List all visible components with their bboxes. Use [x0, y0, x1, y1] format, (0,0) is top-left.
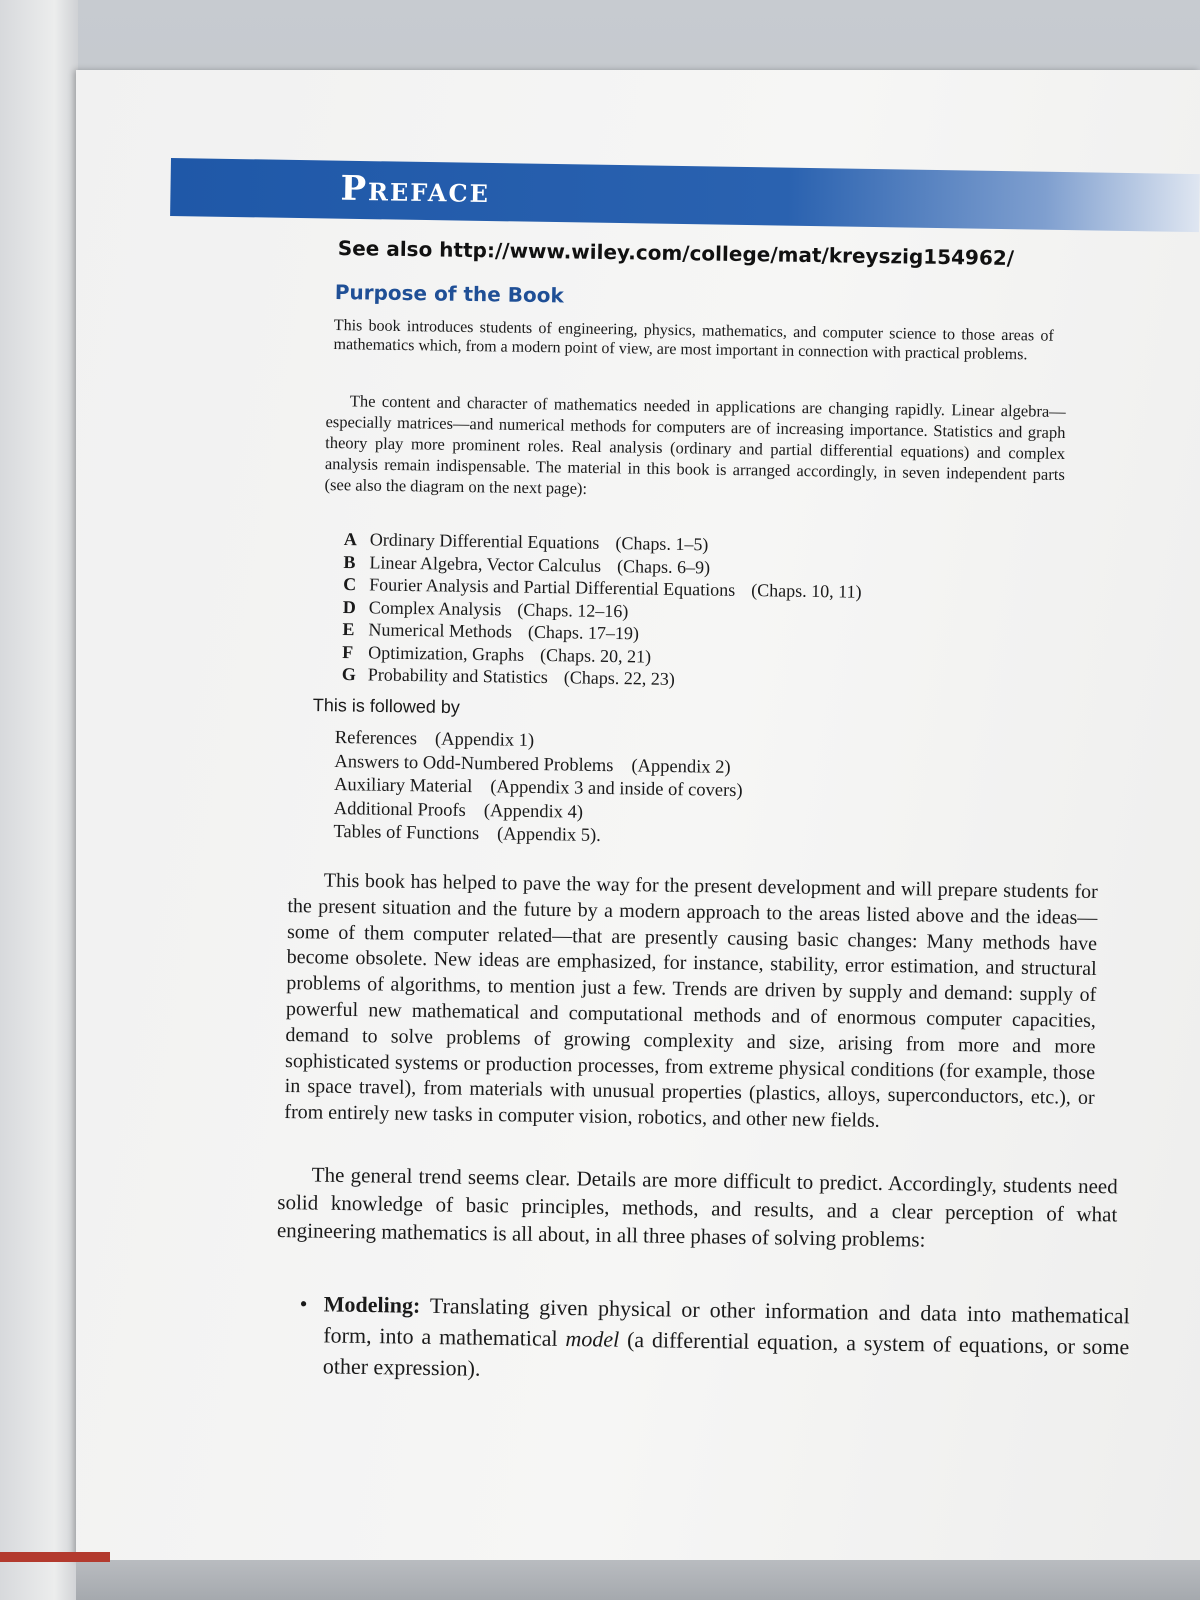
part-title: Ordinary Differential Equations: [369, 529, 600, 553]
paragraph-content: The content and character of mathematics needed in applications are changing rapidly. Linear algebra—especially matrices—and numerical methods for computers are of increasing importance. Statistics and graph theory play more prominent roles. Real analysis (ordinary and partial differential equations) and complex analysis remain indispensable. The material in this book is arranged accordingly, in seven independent parts (see also the diagram on the next page):: [324, 391, 1066, 498]
part-letter: A: [343, 528, 357, 550]
paragraph-development: This book has helped to pave the way for the present development and will prepare students for the present situation and the future by a modern approach to the areas listed above and the ideas—some of them computer related—that are presently causing basic changes: Many methods have become obsolete. New ideas are emphasized, for instance, stability, error estimation, and structural problems of algorithms, to mention just a few. Trends are driven by supply and demand: supply of powerful new mathematical and computational methods and of enormous computer capacities, demand to solve problems of growing complexity and size, arising from more and more sophisticated systems or production processes, from extreme physical conditions (for example, those in space travel), from materials with unusual properties (plastics, alloys, superconductors, etc.), or from entirely new tasks in computer vision, robotics, and other new fields.: [284, 869, 1098, 1132]
see-also-link[interactable]: See also http://www.wiley.com/college/mat/kreyszig154962/: [337, 236, 1015, 271]
appendix-title: Tables of Functions: [333, 821, 480, 845]
bullet-emphasis: model: [565, 1325, 620, 1352]
bullet-body: [323, 1288, 1130, 1393]
part-letter: G: [341, 663, 356, 685]
part-letter: D: [342, 596, 356, 617]
part-title: Fourier Analysis and Partial Differential Equations: [369, 574, 736, 600]
bullet-label: Modeling:: [323, 1291, 421, 1318]
appendix-list: [333, 727, 743, 851]
parts-list: [342, 528, 863, 693]
appendix-ref: (Appendix 5).: [496, 824, 602, 846]
bullet-modeling: [299, 1288, 1130, 1393]
part-title: Numerical Methods: [368, 619, 513, 642]
section-heading: Purpose of the Book: [334, 280, 564, 308]
paragraph-trend: The general trend seems clear. Details are more difficult to predict. Accordingly, students need solid knowledge of basic principles, methods, and results, and a clear perception of what engineering mathematics is all about, in all three phases of solving problems:: [276, 1162, 1118, 1252]
bullet-text-after: (a differential equation, a system of equations, or some other expression).: [322, 1326, 1130, 1381]
part-title: Complex Analysis: [368, 596, 502, 619]
part-letter: C: [343, 573, 357, 595]
part-title: Probability and Statistics: [367, 664, 548, 688]
part-chapters: (Chaps. 10, 11): [751, 580, 862, 602]
page-title: Preface: [340, 168, 491, 212]
part-letter: B: [343, 551, 356, 572]
paragraph-intro: This book introduces students of engineering, physics, mathematics, and computer science to those areas of mathematics which, from a modern point of view, are most important in connection with practical problems.: [333, 316, 1054, 364]
appendix-title: Answers to Odd-Numbered Problems: [334, 751, 614, 776]
appendix-ref: (Appendix 1): [434, 729, 535, 751]
part-chapters: (Chaps. 12–16): [517, 599, 629, 621]
followed-by-text: This is followed by: [312, 695, 461, 718]
part-letter: E: [342, 618, 355, 640]
part-chapters: (Chaps. 22, 23): [563, 667, 675, 689]
appendix-title: Additional Proofs: [333, 798, 467, 821]
appendix-ref: (Appendix 3 and inside of covers): [490, 777, 743, 802]
bullet-text-before: Translating given physical or other information and data into mathematical form, into a mathematical: [323, 1292, 1130, 1351]
part-letter: F: [342, 641, 354, 662]
part-title: Linear Algebra, Vector Calculus: [369, 551, 602, 576]
appendix-title: References: [334, 727, 418, 750]
part-chapters: (Chaps. 20, 21): [539, 644, 652, 667]
part-chapters: (Chaps. 6–9): [616, 555, 711, 577]
appendix-ref: (Appendix 2): [631, 755, 731, 778]
part-title: Optimization, Graphs: [368, 641, 525, 665]
part-chapters: (Chaps. 1–5): [615, 533, 709, 555]
part-chapters: (Chaps. 17–19): [527, 621, 640, 644]
list-item: [333, 821, 742, 851]
bullet-icon: •: [299, 1290, 308, 1317]
appendix-ref: (Appendix 4): [483, 800, 584, 823]
appendix-title: Auxiliary Material: [333, 774, 473, 798]
